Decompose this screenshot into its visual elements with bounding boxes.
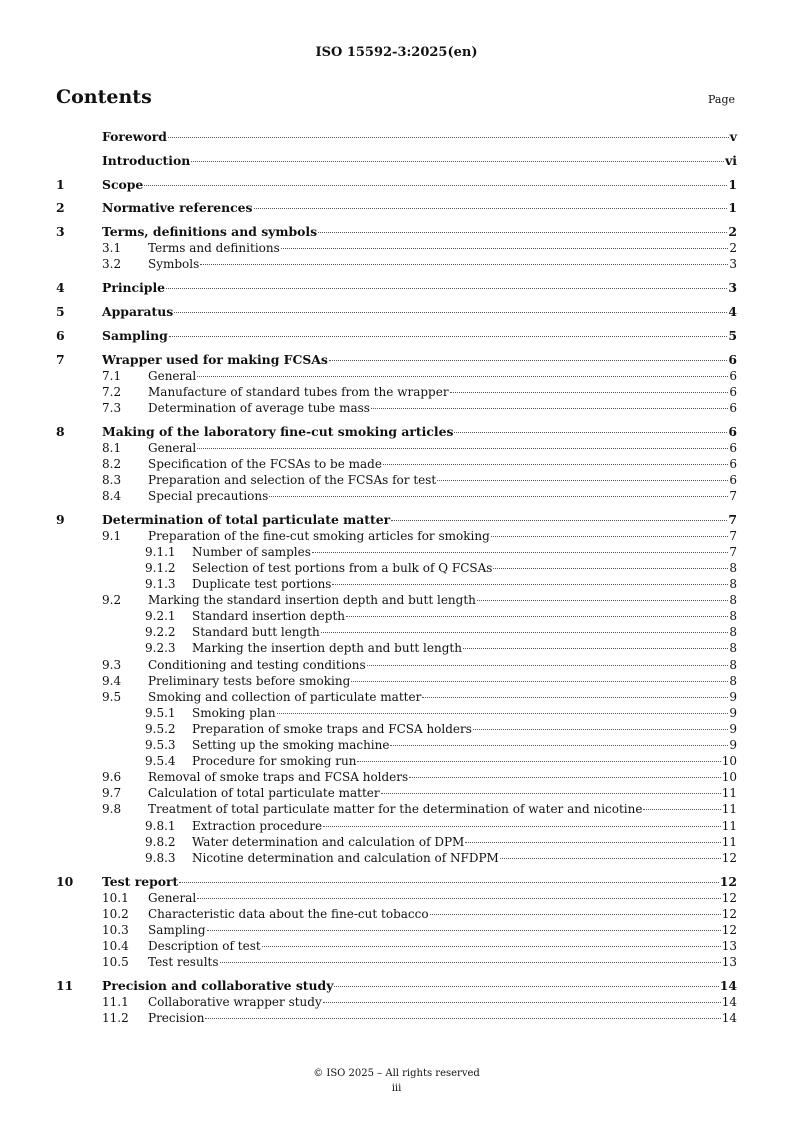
dot-leader bbox=[321, 632, 729, 633]
toc-entry-title[interactable]: General bbox=[148, 440, 197, 455]
copyright-notice: © ISO 2025 – All rights reserved bbox=[313, 1068, 480, 1079]
toc-entry[interactable] bbox=[56, 544, 737, 560]
toc-entry-page[interactable]: 7 bbox=[728, 511, 737, 527]
toc-entry-title[interactable]: Sampling bbox=[102, 327, 168, 343]
toc-entry-page[interactable]: 11 bbox=[721, 834, 737, 849]
toc-entry-number: 5 bbox=[56, 303, 65, 319]
toc-entry[interactable] bbox=[56, 906, 737, 922]
toc-entry-page[interactable]: 6 bbox=[728, 351, 737, 367]
dot-leader bbox=[643, 809, 720, 810]
toc-entry-page[interactable]: 1 bbox=[728, 176, 737, 192]
toc-entry-number: 10.1 bbox=[102, 890, 129, 905]
dot-leader bbox=[357, 761, 720, 762]
toc-entry-number: 4 bbox=[56, 280, 65, 296]
toc-entry-page[interactable]: 9 bbox=[729, 689, 737, 704]
toc-entry-number: 9.5.3 bbox=[145, 738, 176, 753]
toc-entry-title[interactable]: Special precautions bbox=[148, 488, 269, 503]
dot-leader bbox=[422, 697, 728, 698]
toc-entry-title[interactable]: Setting up the smoking machine bbox=[192, 738, 390, 753]
toc-entry-title[interactable]: Nicotine determination and calculation of NFDPM bbox=[192, 850, 499, 865]
toc-entry[interactable] bbox=[56, 938, 737, 954]
toc-entry-page[interactable]: 6 bbox=[729, 384, 737, 399]
dot-leader bbox=[454, 432, 727, 433]
toc-entry[interactable] bbox=[56, 576, 737, 592]
dot-leader bbox=[191, 161, 724, 162]
dot-leader bbox=[465, 842, 720, 843]
dot-leader bbox=[493, 568, 728, 569]
toc-entry-title[interactable]: Collaborative wrapper study bbox=[148, 994, 322, 1009]
toc-entry[interactable] bbox=[56, 560, 737, 576]
dot-leader bbox=[200, 264, 728, 265]
toc-entry-page[interactable]: 2 bbox=[728, 224, 737, 240]
toc-entry-number: 9.1 bbox=[102, 528, 122, 543]
toc-entry-number: 11.1 bbox=[102, 994, 129, 1009]
toc-entry-page[interactable]: 14 bbox=[721, 1010, 737, 1025]
toc-entry-number: 8.2 bbox=[102, 456, 122, 471]
toc-entry-page[interactable]: 13 bbox=[721, 938, 737, 953]
toc-entry-title[interactable]: Scope bbox=[102, 176, 144, 192]
dot-leader bbox=[312, 552, 728, 553]
dot-leader bbox=[390, 745, 728, 746]
toc-entry-page[interactable]: 13 bbox=[721, 954, 737, 969]
toc-entry-number: 7.1 bbox=[102, 368, 122, 383]
dot-leader bbox=[281, 248, 729, 249]
toc-entry-page[interactable]: 8 bbox=[729, 577, 737, 592]
toc-entry-number: 7.3 bbox=[102, 400, 122, 415]
toc-entry[interactable] bbox=[56, 785, 737, 801]
toc-entry[interactable] bbox=[56, 737, 737, 753]
toc-entry-page[interactable]: v bbox=[729, 129, 737, 144]
toc-entry-page[interactable]: 6 bbox=[729, 368, 737, 383]
toc-entry[interactable] bbox=[56, 592, 737, 608]
dot-leader bbox=[409, 777, 721, 778]
toc-entry-number: 9.8.3 bbox=[145, 850, 176, 865]
toc-entry-number: 9.2.2 bbox=[145, 625, 176, 640]
toc-entry[interactable] bbox=[56, 224, 737, 240]
toc-entry-title[interactable]: Preparation and selection of the FCSAs for test bbox=[148, 472, 437, 487]
toc-entry-number: 9.2.3 bbox=[145, 641, 176, 656]
toc-entry-page[interactable]: 6 bbox=[728, 423, 737, 439]
toc-entry[interactable] bbox=[56, 657, 737, 673]
dot-leader bbox=[166, 288, 727, 289]
dot-leader bbox=[329, 360, 728, 361]
toc-entry-page[interactable]: 6 bbox=[729, 400, 737, 415]
toc-entry-title[interactable]: Determination of average tube mass bbox=[148, 400, 370, 415]
toc-entry[interactable] bbox=[56, 608, 737, 624]
contents-title: Contents bbox=[56, 86, 152, 108]
dot-leader bbox=[437, 480, 728, 481]
toc-entry-title[interactable]: Normative references bbox=[102, 200, 253, 216]
toc-entry[interactable] bbox=[56, 705, 737, 721]
toc-entry-number: 9.8.2 bbox=[145, 834, 176, 849]
toc-entry-title[interactable]: Smoking and collection of particulate matter bbox=[148, 689, 422, 704]
toc-entry[interactable] bbox=[56, 994, 737, 1010]
toc-entry[interactable] bbox=[56, 440, 737, 456]
toc-entry-number: 3.2 bbox=[102, 257, 122, 272]
toc-entry-number: 8.1 bbox=[102, 440, 122, 455]
dot-leader bbox=[477, 600, 728, 601]
toc-entry[interactable] bbox=[56, 721, 737, 737]
toc-entry-number: 9.6 bbox=[102, 770, 122, 785]
toc-entry-number: 1 bbox=[56, 176, 65, 192]
toc-entry-number: 9.1.3 bbox=[145, 577, 176, 592]
toc-entry-title[interactable]: Preliminary tests before smoking bbox=[148, 673, 351, 688]
toc-entry-page[interactable]: 12 bbox=[719, 873, 737, 889]
dot-leader bbox=[197, 376, 728, 377]
dot-leader bbox=[205, 1018, 720, 1019]
toc-entry-number: 10.4 bbox=[102, 938, 129, 953]
toc-entry[interactable] bbox=[56, 769, 737, 785]
dot-leader bbox=[473, 729, 728, 730]
toc-entry-title[interactable]: Precision and collaborative study bbox=[102, 977, 334, 993]
toc-entry[interactable] bbox=[56, 922, 737, 938]
toc-entry-page[interactable]: 3 bbox=[729, 257, 737, 272]
toc-entry-page[interactable]: 8 bbox=[729, 609, 737, 624]
dot-leader bbox=[367, 665, 729, 666]
toc-entry-page[interactable]: 8 bbox=[729, 641, 737, 656]
toc-entry-title[interactable]: Conditioning and testing conditions bbox=[148, 657, 366, 672]
toc-entry[interactable] bbox=[56, 874, 737, 890]
toc-entry-title[interactable]: Removal of smoke traps and FCSA holders bbox=[148, 770, 409, 785]
toc-entry-page[interactable]: 6 bbox=[729, 440, 737, 455]
dot-leader bbox=[391, 520, 727, 521]
toc-entry-page[interactable]: vi bbox=[725, 152, 737, 168]
toc-entry[interactable] bbox=[56, 850, 737, 866]
toc-entry-page[interactable]: 11 bbox=[721, 818, 737, 833]
toc-entry-number: 10.2 bbox=[102, 906, 129, 921]
toc-entry-title[interactable]: Terms, definitions and symbols bbox=[102, 224, 318, 240]
toc-entry-number: 11.2 bbox=[102, 1010, 129, 1025]
toc-entry-page[interactable]: 12 bbox=[721, 922, 737, 937]
toc-entry[interactable] bbox=[56, 689, 737, 705]
toc-entry-title[interactable]: Treatment of total particulate matter for the determination of water and nicotine bbox=[148, 802, 643, 817]
toc-entry-title[interactable]: Marking the insertion depth and butt length bbox=[192, 641, 462, 656]
dot-leader bbox=[197, 898, 720, 899]
toc-entry-page[interactable]: 11 bbox=[721, 786, 737, 801]
toc-entry[interactable] bbox=[56, 834, 737, 850]
toc-entry-page[interactable]: 12 bbox=[721, 850, 737, 865]
toc-entry-title[interactable]: Test results bbox=[148, 954, 219, 969]
toc-entry-title[interactable]: Making of the laboratory fine-cut smoking articles bbox=[102, 423, 454, 439]
toc-entry[interactable] bbox=[56, 472, 737, 488]
toc-entry-title[interactable]: Number of samples bbox=[192, 544, 311, 559]
toc-entry-number: 9 bbox=[56, 511, 65, 527]
toc-entry-page[interactable]: 10 bbox=[721, 754, 737, 769]
toc-entry-title[interactable]: Specification of the FCSAs to be made bbox=[148, 456, 382, 471]
dot-leader bbox=[351, 681, 728, 682]
toc-entry-title[interactable]: General bbox=[148, 890, 197, 905]
toc-entry-page[interactable]: 7 bbox=[729, 544, 737, 559]
toc-entry[interactable] bbox=[56, 328, 737, 344]
toc-entry-page[interactable]: 10 bbox=[721, 770, 737, 785]
dot-leader bbox=[169, 336, 728, 337]
toc-entry-page[interactable]: 6 bbox=[729, 472, 737, 487]
dot-leader bbox=[168, 137, 729, 138]
dot-leader bbox=[383, 464, 728, 465]
toc-entry[interactable] bbox=[56, 753, 737, 769]
toc-entry-number: 9.8 bbox=[102, 802, 122, 817]
toc-entry-number: 9.5 bbox=[102, 689, 122, 704]
toc-entry[interactable] bbox=[56, 801, 737, 817]
toc-entry-page[interactable]: 7 bbox=[729, 528, 737, 543]
toc-entry-number: 9.8.1 bbox=[145, 818, 176, 833]
toc-entry-number: 8.4 bbox=[102, 488, 122, 503]
toc-entry-title[interactable]: Extraction procedure bbox=[192, 818, 323, 833]
toc-entry-page[interactable]: 8 bbox=[729, 673, 737, 688]
toc-entry-page[interactable]: 9 bbox=[729, 721, 737, 736]
toc-entry-page[interactable]: 8 bbox=[729, 625, 737, 640]
toc-entry-title[interactable]: General bbox=[148, 368, 197, 383]
toc-entry[interactable] bbox=[56, 424, 737, 440]
toc-entry[interactable] bbox=[56, 673, 737, 689]
toc-entry-title[interactable]: Principle bbox=[102, 280, 166, 296]
toc-entry[interactable] bbox=[56, 129, 737, 145]
toc-entry[interactable] bbox=[56, 240, 737, 256]
toc-entry-title[interactable]: Introduction bbox=[102, 152, 191, 168]
toc-entry-title[interactable]: Symbols bbox=[148, 257, 200, 272]
toc-entry-number: 2 bbox=[56, 200, 65, 216]
page-footer bbox=[0, 1066, 793, 1096]
dot-leader bbox=[371, 408, 728, 409]
toc-entry-page[interactable]: 4 bbox=[728, 303, 737, 319]
toc-entry-number: 8 bbox=[56, 423, 65, 439]
toc-entry[interactable] bbox=[56, 624, 737, 640]
dot-leader bbox=[207, 930, 721, 931]
toc-entry-number: 11 bbox=[56, 977, 74, 993]
dot-leader bbox=[318, 232, 727, 233]
toc-entry-page[interactable]: 6 bbox=[729, 456, 737, 471]
toc-entry-page[interactable]: 12 bbox=[721, 906, 737, 921]
toc-entry-number: 9.5.4 bbox=[145, 754, 176, 769]
toc-entry-number: 10 bbox=[56, 873, 74, 889]
toc-entry[interactable] bbox=[56, 280, 737, 296]
toc-entry-title[interactable]: Calculation of total particulate matter bbox=[148, 786, 380, 801]
toc-entry-title[interactable]: Water determination and calculation of DPM bbox=[192, 834, 465, 849]
toc-entry[interactable] bbox=[56, 256, 737, 272]
toc-entry[interactable] bbox=[56, 177, 737, 193]
toc-entry-title[interactable]: Wrapper used for making FCSAs bbox=[102, 351, 328, 367]
toc-entry[interactable] bbox=[56, 384, 737, 400]
toc-entry-title[interactable]: Test report bbox=[102, 873, 179, 889]
dot-leader bbox=[262, 946, 721, 947]
toc-entry-number: 9.5.1 bbox=[145, 705, 176, 720]
dot-leader bbox=[179, 882, 718, 883]
toc-entry[interactable] bbox=[56, 352, 737, 368]
toc-entry-page[interactable]: 9 bbox=[729, 738, 737, 753]
dot-leader bbox=[332, 584, 728, 585]
dot-leader bbox=[269, 496, 728, 497]
toc-entry-number: 9.7 bbox=[102, 786, 122, 801]
toc-entry-page[interactable]: 1 bbox=[728, 200, 737, 216]
toc-entry-title[interactable]: Foreword bbox=[102, 129, 167, 144]
toc-entry-page[interactable]: 5 bbox=[728, 327, 737, 343]
toc-entry-title[interactable]: Standard insertion depth bbox=[192, 609, 345, 624]
toc-entry-page[interactable]: 8 bbox=[729, 593, 737, 608]
toc-entry[interactable] bbox=[56, 528, 737, 544]
toc-entry-page[interactable]: 14 bbox=[721, 994, 737, 1009]
toc-entry-page[interactable]: 8 bbox=[729, 561, 737, 575]
toc-entry-title[interactable]: Precision bbox=[148, 1010, 205, 1025]
toc-entry-number: 8.3 bbox=[102, 472, 122, 487]
toc-entry[interactable] bbox=[56, 1010, 737, 1026]
toc-entry-title[interactable]: Preparation of smoke traps and FCSA holders bbox=[192, 721, 472, 736]
toc-entry-number: 9.5.2 bbox=[145, 721, 176, 736]
toc-entry[interactable] bbox=[56, 640, 737, 656]
dot-leader bbox=[463, 648, 728, 649]
document-id-header: ISO 15592-3:2025(en) bbox=[315, 45, 478, 60]
toc-entry[interactable] bbox=[56, 954, 737, 970]
toc-entry-number: 7.2 bbox=[102, 384, 122, 399]
toc-entry-title[interactable]: Preparation of the fine-cut smoking articles for smoking bbox=[148, 528, 490, 543]
toc-entry-number: 9.2.1 bbox=[145, 609, 176, 624]
toc-entry-title[interactable]: Procedure for smoking run bbox=[192, 754, 357, 769]
toc-entry[interactable] bbox=[56, 890, 737, 906]
toc-entry[interactable] bbox=[56, 200, 737, 216]
toc-entry[interactable] bbox=[56, 456, 737, 472]
dot-leader bbox=[491, 536, 729, 537]
toc-entry-number: 7 bbox=[56, 351, 65, 367]
toc-entry-page[interactable]: 9 bbox=[729, 705, 737, 720]
toc-entry-number: 9.3 bbox=[102, 657, 122, 672]
toc-entry-number: 9.2 bbox=[102, 593, 122, 608]
toc-entry-title[interactable]: Selection of test portions from a bulk of Q FCSAs bbox=[192, 561, 493, 575]
dot-leader bbox=[254, 208, 728, 209]
toc-entry-number: 9.1.1 bbox=[145, 544, 176, 559]
toc-entry-page[interactable]: 8 bbox=[729, 657, 737, 672]
toc-entry-title[interactable]: Standard butt length bbox=[192, 625, 320, 640]
dot-leader bbox=[450, 392, 729, 393]
toc-entry-title[interactable]: Determination of total particulate matter bbox=[102, 511, 391, 527]
toc-entry-title[interactable]: Apparatus bbox=[102, 303, 174, 319]
toc-entry[interactable] bbox=[56, 512, 737, 528]
toc-entry-page[interactable]: 11 bbox=[721, 802, 737, 817]
toc-entry-title[interactable]: Sampling bbox=[148, 922, 206, 937]
toc-entry-title[interactable]: Duplicate test portions bbox=[192, 577, 332, 592]
dot-leader bbox=[220, 962, 721, 963]
toc-entry-number: 9.4 bbox=[102, 673, 122, 688]
toc-entry-number: 3 bbox=[56, 224, 65, 240]
dot-leader bbox=[323, 1002, 721, 1003]
toc-entry-page[interactable]: 7 bbox=[729, 488, 737, 503]
toc-entry-number: 10.5 bbox=[102, 954, 129, 969]
dot-leader bbox=[277, 713, 729, 714]
toc-entry-title[interactable]: Terms and definitions bbox=[148, 241, 280, 256]
toc-entry-page[interactable]: 12 bbox=[721, 890, 737, 905]
toc-entry-number: 10.3 bbox=[102, 922, 129, 937]
toc-entry[interactable] bbox=[56, 400, 737, 416]
page-number: iii bbox=[391, 1083, 402, 1094]
dot-leader bbox=[346, 616, 728, 617]
page-column-label: Page bbox=[708, 93, 736, 106]
table-of-contents bbox=[56, 129, 737, 1026]
toc-entry[interactable] bbox=[56, 978, 737, 994]
toc-entry[interactable] bbox=[56, 818, 737, 834]
toc-entry-page[interactable]: 2 bbox=[729, 241, 737, 256]
toc-entry-page[interactable]: 14 bbox=[719, 977, 737, 993]
toc-entry-number: 9.1.2 bbox=[145, 561, 176, 575]
toc-entry[interactable] bbox=[56, 488, 737, 504]
dot-leader bbox=[144, 185, 727, 186]
dot-leader bbox=[197, 448, 728, 449]
toc-entry-title[interactable]: Description of test bbox=[148, 938, 261, 953]
dot-leader bbox=[500, 858, 721, 859]
toc-entry-title[interactable]: Manufacture of standard tubes from the wrapper bbox=[148, 384, 449, 399]
toc-entry-title[interactable]: Marking the standard insertion depth and butt length bbox=[148, 593, 476, 608]
toc-entry[interactable] bbox=[56, 368, 737, 384]
toc-entry[interactable] bbox=[56, 304, 737, 320]
dot-leader bbox=[381, 793, 721, 794]
dot-leader bbox=[174, 312, 727, 313]
dot-leader bbox=[430, 914, 721, 915]
toc-entry-title[interactable]: Characteristic data about the fine-cut tobacco bbox=[148, 906, 429, 921]
toc-entry-page[interactable]: 3 bbox=[728, 280, 737, 296]
toc-entry-number: 6 bbox=[56, 327, 65, 343]
dot-leader bbox=[323, 826, 721, 827]
toc-entry-number: 3.1 bbox=[102, 241, 122, 256]
toc-entry-title[interactable]: Smoking plan bbox=[192, 705, 276, 720]
dot-leader bbox=[334, 986, 718, 987]
toc-entry[interactable] bbox=[56, 153, 737, 169]
